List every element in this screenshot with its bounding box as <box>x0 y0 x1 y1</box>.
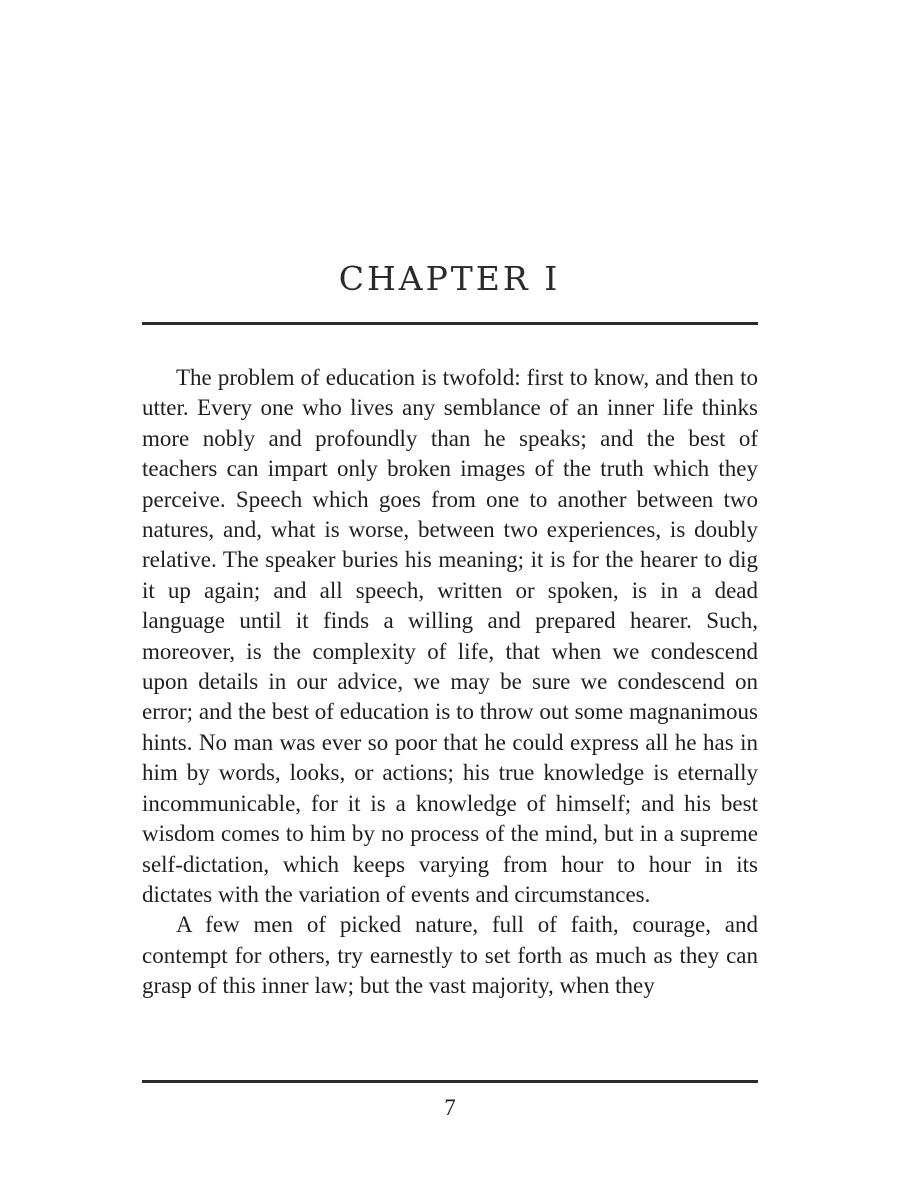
chapter-title: CHAPTER I <box>338 259 561 298</box>
paragraph-2: A few men of picked nature, full of faith, courage, and contempt for others, try earnestly to set forth as much as they can grasp of this inner law; but the vast majority, when they <box>142 912 758 999</box>
chapter-body <box>142 363 758 1002</box>
bottom-divider <box>142 1080 758 1083</box>
page-number: 7 <box>444 1095 456 1120</box>
paragraph-1: The problem of education is twofold: first to know, and then to utter. Every one who lives any semblance of an inner life thinks more nobly and profoundly than he speaks; and the best of teachers can impart only broken images of the truth which they perceive. Speech which goes from one to another between two natures, and, what is worse, between two experiences, is doubly relative. The speaker buries his meaning; it is for the hearer to dig it up again; and all speech, written or spoken, is in a dead language until it finds a willing and prepared hearer. Such, moreover, is the complexity of life, that when we condescend upon details in our advice, we may be sure we condescend on error; and the best of education is to throw out some magnanimous hints. No man was ever so poor that he could express all he has in him by words, looks, or actions; his true knowledge is eternally incommunicable, for it is a knowledge of himself; and his best wisdom comes to him by no process of the mind, but in a supreme self-dictation, which keeps varying from hour to hour in its dictates with the variation of events and circumstances. <box>142 365 758 907</box>
top-divider <box>142 322 758 325</box>
